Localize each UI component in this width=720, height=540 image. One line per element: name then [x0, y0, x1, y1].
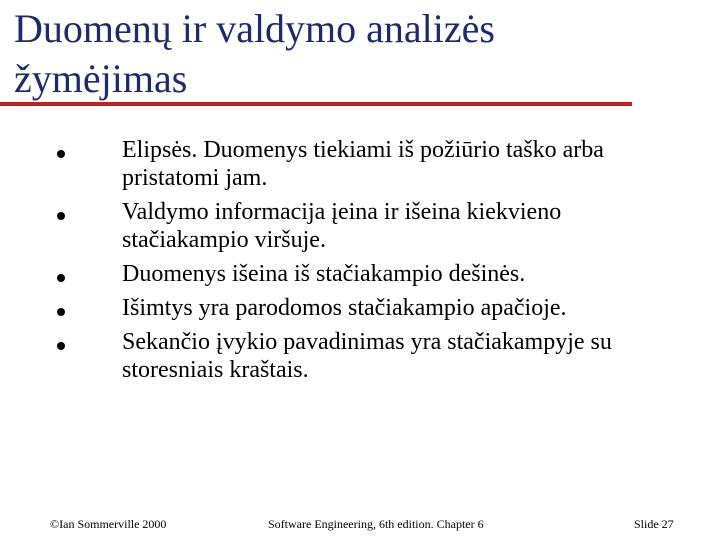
bullet-dot-icon — [57, 342, 65, 350]
bullet-dot-icon — [57, 150, 65, 158]
bullet-list — [0, 136, 720, 390]
bullet-text: Duomenys išeina iš stačiakampio dešinės. — [122, 261, 526, 287]
footer-book-title: Software Engineering, 6th edition. Chapter 6 — [268, 517, 484, 531]
footer-slide-number: Slide 27 — [634, 517, 674, 531]
bullet-text: Elipsės. Duomenys tiekiami iš požiūrio taško arba pristatomi jam. — [122, 137, 604, 191]
bullet-dot-icon — [57, 274, 65, 282]
bullet-item — [0, 198, 682, 254]
bullet-item — [0, 260, 682, 288]
bullet-text: Valdymo informacija įeina ir išeina kiekvieno stačiakampio viršuje. — [122, 199, 562, 253]
bullet-item — [0, 328, 682, 384]
bullet-item — [0, 136, 682, 192]
bullet-text: Išimtys yra parodomos stačiakampio apačioje. — [122, 295, 567, 321]
bullet-dot-icon — [57, 308, 65, 316]
bullet-item — [0, 294, 682, 322]
title-underline — [0, 102, 632, 106]
bullet-text: Sekančio įvykio pavadinimas yra stačiakampyje su storesniais kraštais. — [122, 329, 612, 383]
slide-title: Duomenų ir valdymo analizės žymėjimas — [14, 6, 495, 101]
bullet-dot-icon — [57, 212, 65, 220]
footer-copyright: ©Ian Sommerville 2000 — [50, 517, 167, 531]
